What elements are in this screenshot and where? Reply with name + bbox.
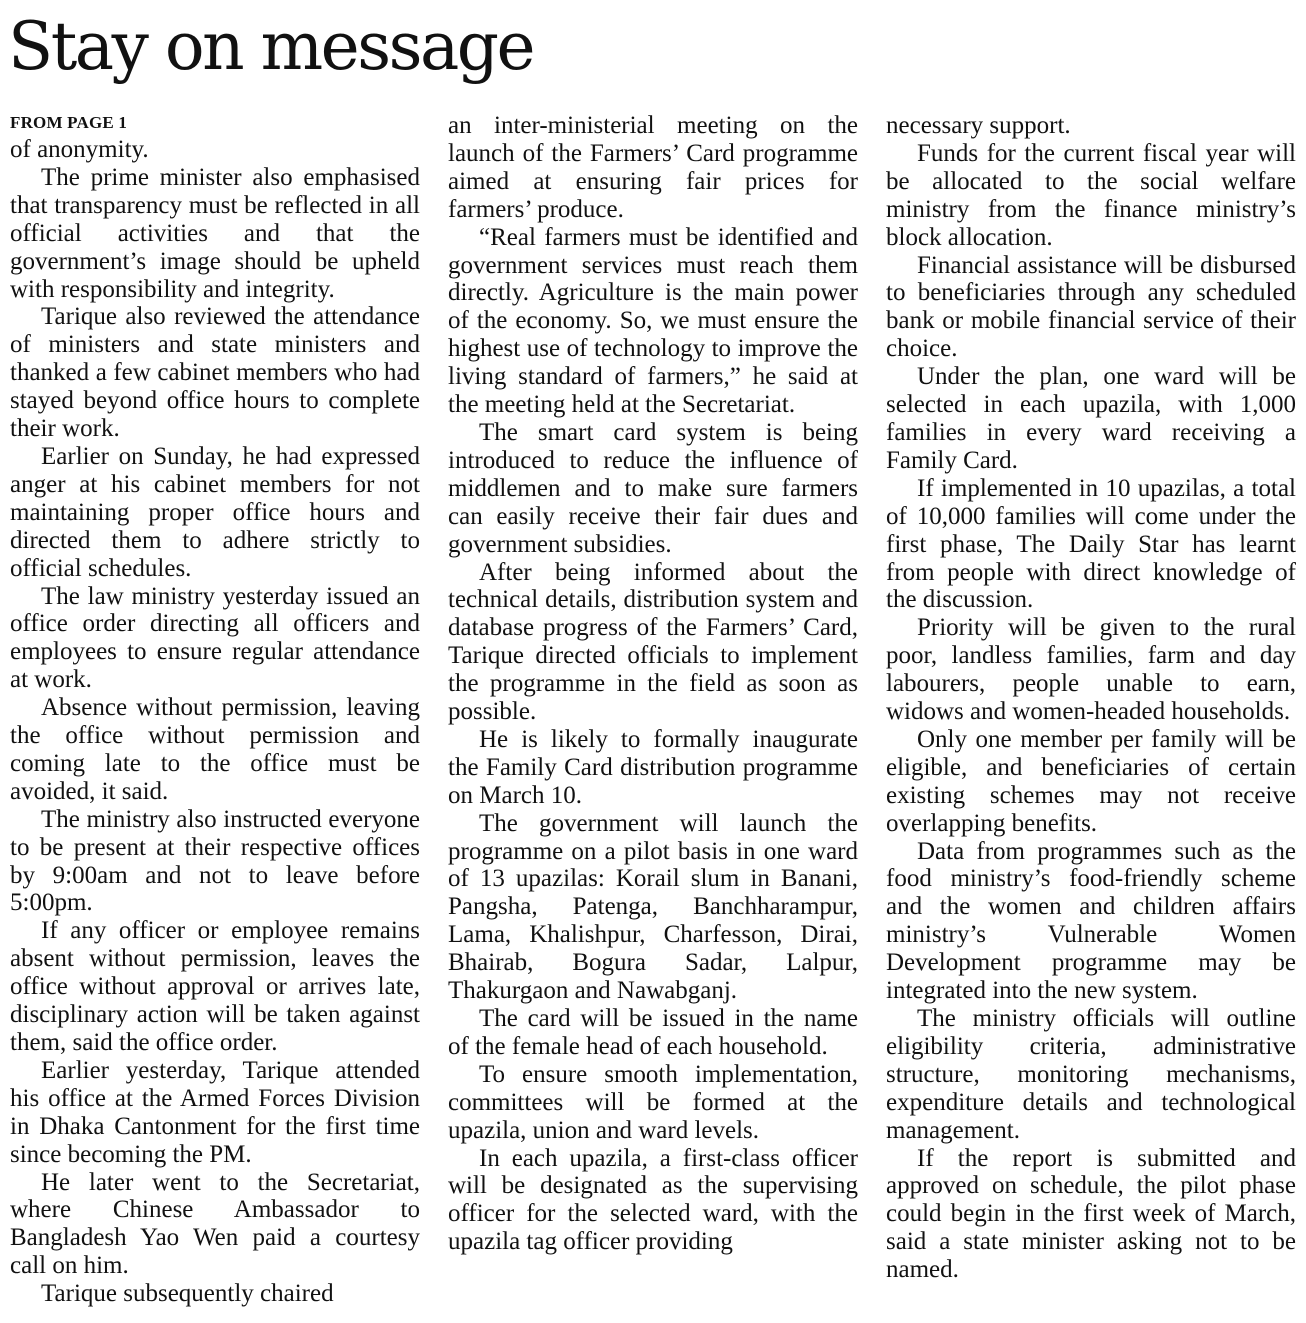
- paragraph: The card will be issued in the name of the female head of each household.: [448, 1005, 858, 1060]
- paragraph: of anonymity.: [10, 136, 149, 163]
- paragraph: To ensure smooth implementation, committees will be formed at the upazila, union and ward levels.: [448, 1060, 858, 1144]
- paragraph: The prime minister also emphasised that transparency must be reflected in all official activities and that the government’s image should be upheld with responsibility and integrity.: [10, 163, 420, 303]
- paragraph: If implemented in 10 upazilas, a total of 10,000 families will come under the first phase, The Daily Star has learnt from people with direct knowledge of the discussion.: [886, 474, 1296, 614]
- paragraph: Absence without permission, leaving the office without permission and coming late to the office must be avoided, it said.: [10, 694, 420, 805]
- paragraph: Tarique also reviewed the attendance of ministers and state ministers and thanked a few cabinet members who had stayed beyond office hours to complete their work.: [10, 303, 420, 443]
- paragraph: Under the plan, one ward will be selected in each upazila, with 1,000 families in every ward receiving a Family Card.: [886, 363, 1296, 474]
- paragraph: Tarique subsequently chaired: [41, 1280, 334, 1308]
- paragraph: The ministry officials will outline eligibility criteria, administrative structure, monitoring mechanisms, expenditure details and technological management.: [886, 1005, 1296, 1144]
- paragraph: The smart card system is being introduced to reduce the influence of middlemen and to make sure farmers can easily receive their fair dues and government subsidies.: [448, 418, 858, 558]
- paragraph: The government will launch the programme on a pilot basis in one ward of 13 upazilas: Korail slum in Banani, Pangsha, Patenga, Banchharampur, Lama, Khalishpur, Charfesson, Dirai, Bhairab, Bogura Sadar, Lalpur, Thakurgaon and Nawabganj.: [448, 809, 858, 1005]
- paragraph: Earlier yesterday, Tarique attended his office at the Armed Forces Division in Dhaka Cantonment for the first time since becoming the PM.: [10, 1056, 420, 1168]
- article-column-1: [10, 112, 420, 1308]
- headline: Stay on message: [8, 8, 534, 85]
- paragraph: The ministry also instructed everyone to be present at their respective offices by 9:00am and not to leave before 5:00pm.: [10, 805, 420, 917]
- paragraph: The law ministry yesterday issued an office order directing all officers and employees to ensure regular attendance at work.: [10, 582, 420, 694]
- paragraph: If any officer or employee remains absent without permission, leaves the office without approval or arrives late, disciplinary action will be taken against them, said the office order.: [10, 917, 420, 1056]
- paragraph: Priority will be given to the rural poor, landless families, farm and day labourers, people unable to earn, widows and women-headed households.: [886, 614, 1296, 726]
- jump-kicker: FROM PAGE 1: [10, 113, 128, 132]
- paragraph: Only one member per family will be eligible, and beneficiaries of certain existing schemes may not receive overlapping benefits.: [886, 725, 1296, 837]
- paragraph: necessary support.: [886, 112, 1071, 139]
- paragraph: “Real farmers must be identified and government services must reach them directly. Agriculture is the main power of the economy. So, we must ensure the highest use of technology to improve the living standard of farmers,” he said at the meeting held at the Secretariat.: [448, 223, 858, 419]
- paragraph: He later went to the Secretariat, where Chinese Ambassador to Bangladesh Yao Wen paid a courtesy call on him.: [10, 1168, 420, 1280]
- article-column-2: [448, 112, 858, 1256]
- paragraph: After being informed about the technical details, distribution system and database progress of the Farmers’ Card, Tarique directed officials to implement the programme in the field as soon as possible.: [448, 558, 858, 726]
- paragraph: Funds for the current fiscal year will be allocated to the social welfare ministry from the finance ministry’s block allocation.: [886, 139, 1296, 251]
- paragraph: He is likely to formally inaugurate the Family Card distribution programme on March 10.: [448, 725, 858, 809]
- paragraph: an inter-ministerial meeting on the launch of the Farmers’ Card programme aimed at ensuring fair prices for farmers’ produce.: [448, 112, 858, 223]
- paragraph: Data from programmes such as the food ministry’s food-friendly scheme and the women and children affairs ministry’s Vulnerable Women Development programme may be integrated into the new system.: [886, 837, 1296, 1005]
- paragraph: If the report is submitted and approved on schedule, the pilot phase could begin in the first week of March, said a state minister asking not to be named.: [886, 1144, 1296, 1284]
- article-column-3: [886, 112, 1296, 1284]
- paragraph: In each upazila, a first-class officer will be designated as the supervising officer for the selected ward, with the upazila tag officer providing: [448, 1144, 858, 1256]
- paragraph: Financial assistance will be disbursed to beneficiaries through any scheduled bank or mobile financial service of their choice.: [886, 251, 1296, 363]
- paragraph: Earlier on Sunday, he had expressed anger at his cabinet members for not maintaining proper office hours and directed them to adhere strictly to official schedules.: [10, 442, 420, 582]
